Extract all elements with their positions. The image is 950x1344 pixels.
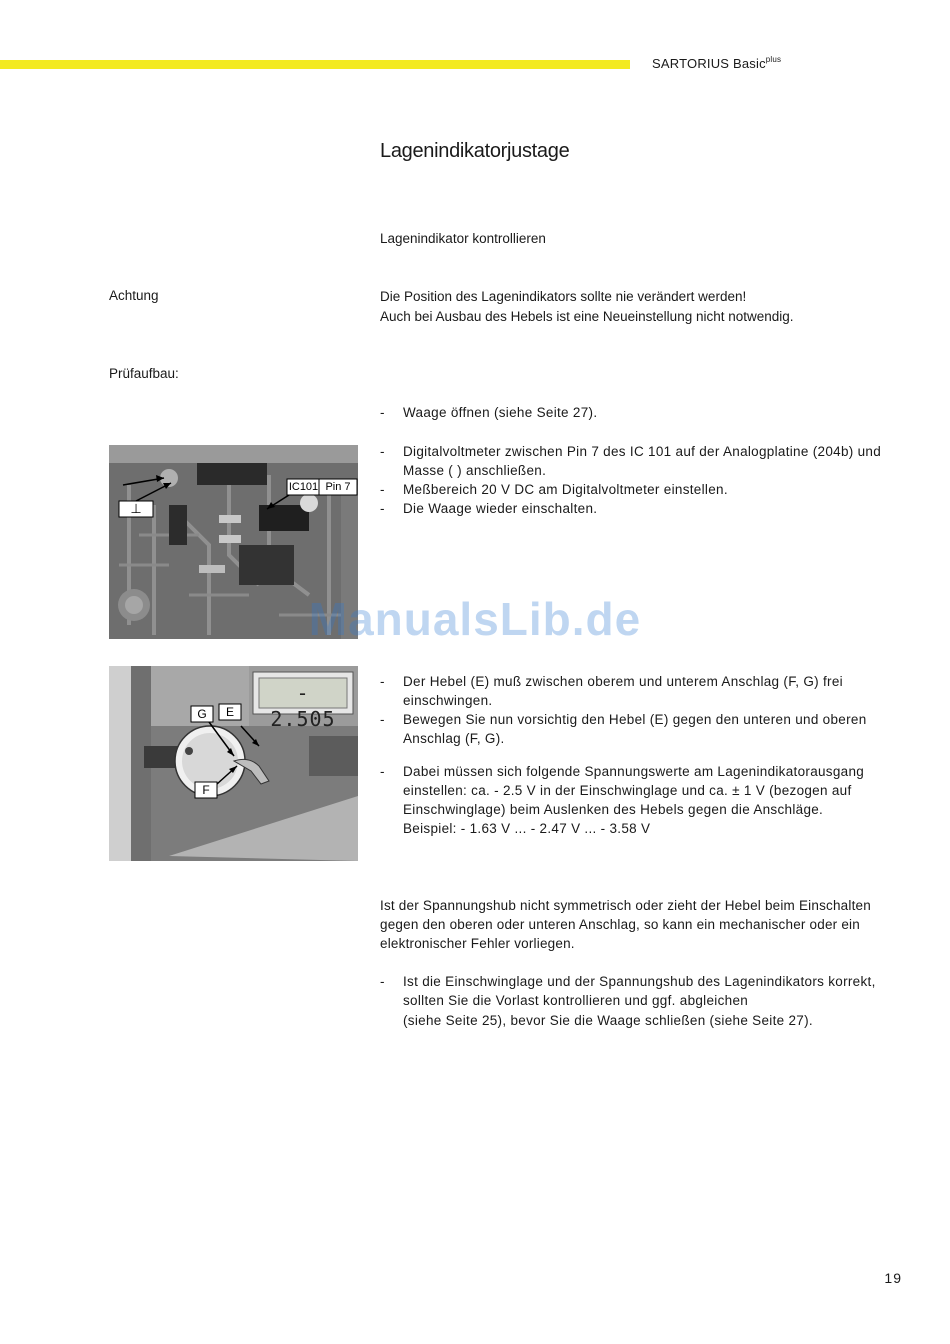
label-g: G [197, 707, 207, 721]
body-paragraph: Ist der Spannungshub nicht symmetrisch oder zieht der Hebel beim Einschalten gegen den oberen oder unteren Anschlag, so kann ein mechanischer oder ein elektronischer Fehler vorliegen. [380, 898, 871, 951]
ground-symbol-icon: ⊥ [130, 501, 142, 516]
pin-label: Pin 7 [325, 481, 351, 493]
step-item: - Digitalvoltmeter zwischen Pin 7 des IC 101 auf der Analogplatine (204b) und Masse ( ) anschließen. [380, 444, 882, 478]
header-yellow-bar [0, 60, 630, 69]
step-item: - Waage öffnen (siehe Seite 27). [380, 405, 598, 420]
ic-label: IC101 [288, 481, 319, 493]
page-title: Lagenindikatorjustage [380, 140, 570, 162]
page-number: 19 [884, 1270, 902, 1286]
step-item: - Dabei müssen sich folgende Spannungswerte am Lagenindikatorausgang einstellen: ca. - 2.5 V in der Einschwinglage und ca. ± 1 V (bezogen auf Einschwinglage) beim Auslenken des Hebels gegen die Anschläge. [380, 764, 865, 817]
label-f: F [202, 783, 210, 797]
warning-text [380, 287, 794, 327]
step-item: (siehe Seite 25), bevor Sie die Waage schließen (siehe Seite 27). [403, 1013, 813, 1028]
warning-line: Auch bei Ausbau des Hebels ist eine Neueinstellung nicht notwendig. [380, 309, 794, 324]
step-item: - Der Hebel (E) muß zwischen oberem und unterem Anschlag (F, G) frei einschwingen. [380, 674, 843, 708]
brand-header: SARTORIUS Basic$^{plus}$ [652, 55, 782, 71]
section-subheading: Lagenindikator kontrollieren [380, 231, 546, 246]
step-item-example: Beispiel: - 1.63 V ... - 2.47 V ... - 3.58 V [403, 821, 651, 836]
warning-line: Die Position des Lagenindikators sollte nie verändert werden! [380, 289, 747, 304]
label-e: E [225, 705, 234, 719]
step-item: - Bewegen Sie nun vorsichtig den Hebel (E) gegen den unteren und oberen Anschlag (F, G). [380, 712, 867, 746]
step-item: - Ist die Einschwinglage und der Spannungshub des Lagenindikators korrekt, sollten Sie die Vorlast kontrollieren und ggf. abgleichen [380, 974, 876, 1008]
watermark: ManualsLib.de [308, 593, 642, 645]
setup-label: Prüfaufbau: [109, 366, 179, 381]
warning-label: Achtung [109, 288, 159, 303]
voltmeter-display: - 2.505 [270, 681, 336, 731]
lever-mechanism-photo [109, 666, 358, 861]
step-item: - Meßbereich 20 V DC am Digitalvoltmeter einstellen. [380, 482, 728, 497]
step-item: - Die Waage wieder einschalten. [380, 501, 598, 516]
